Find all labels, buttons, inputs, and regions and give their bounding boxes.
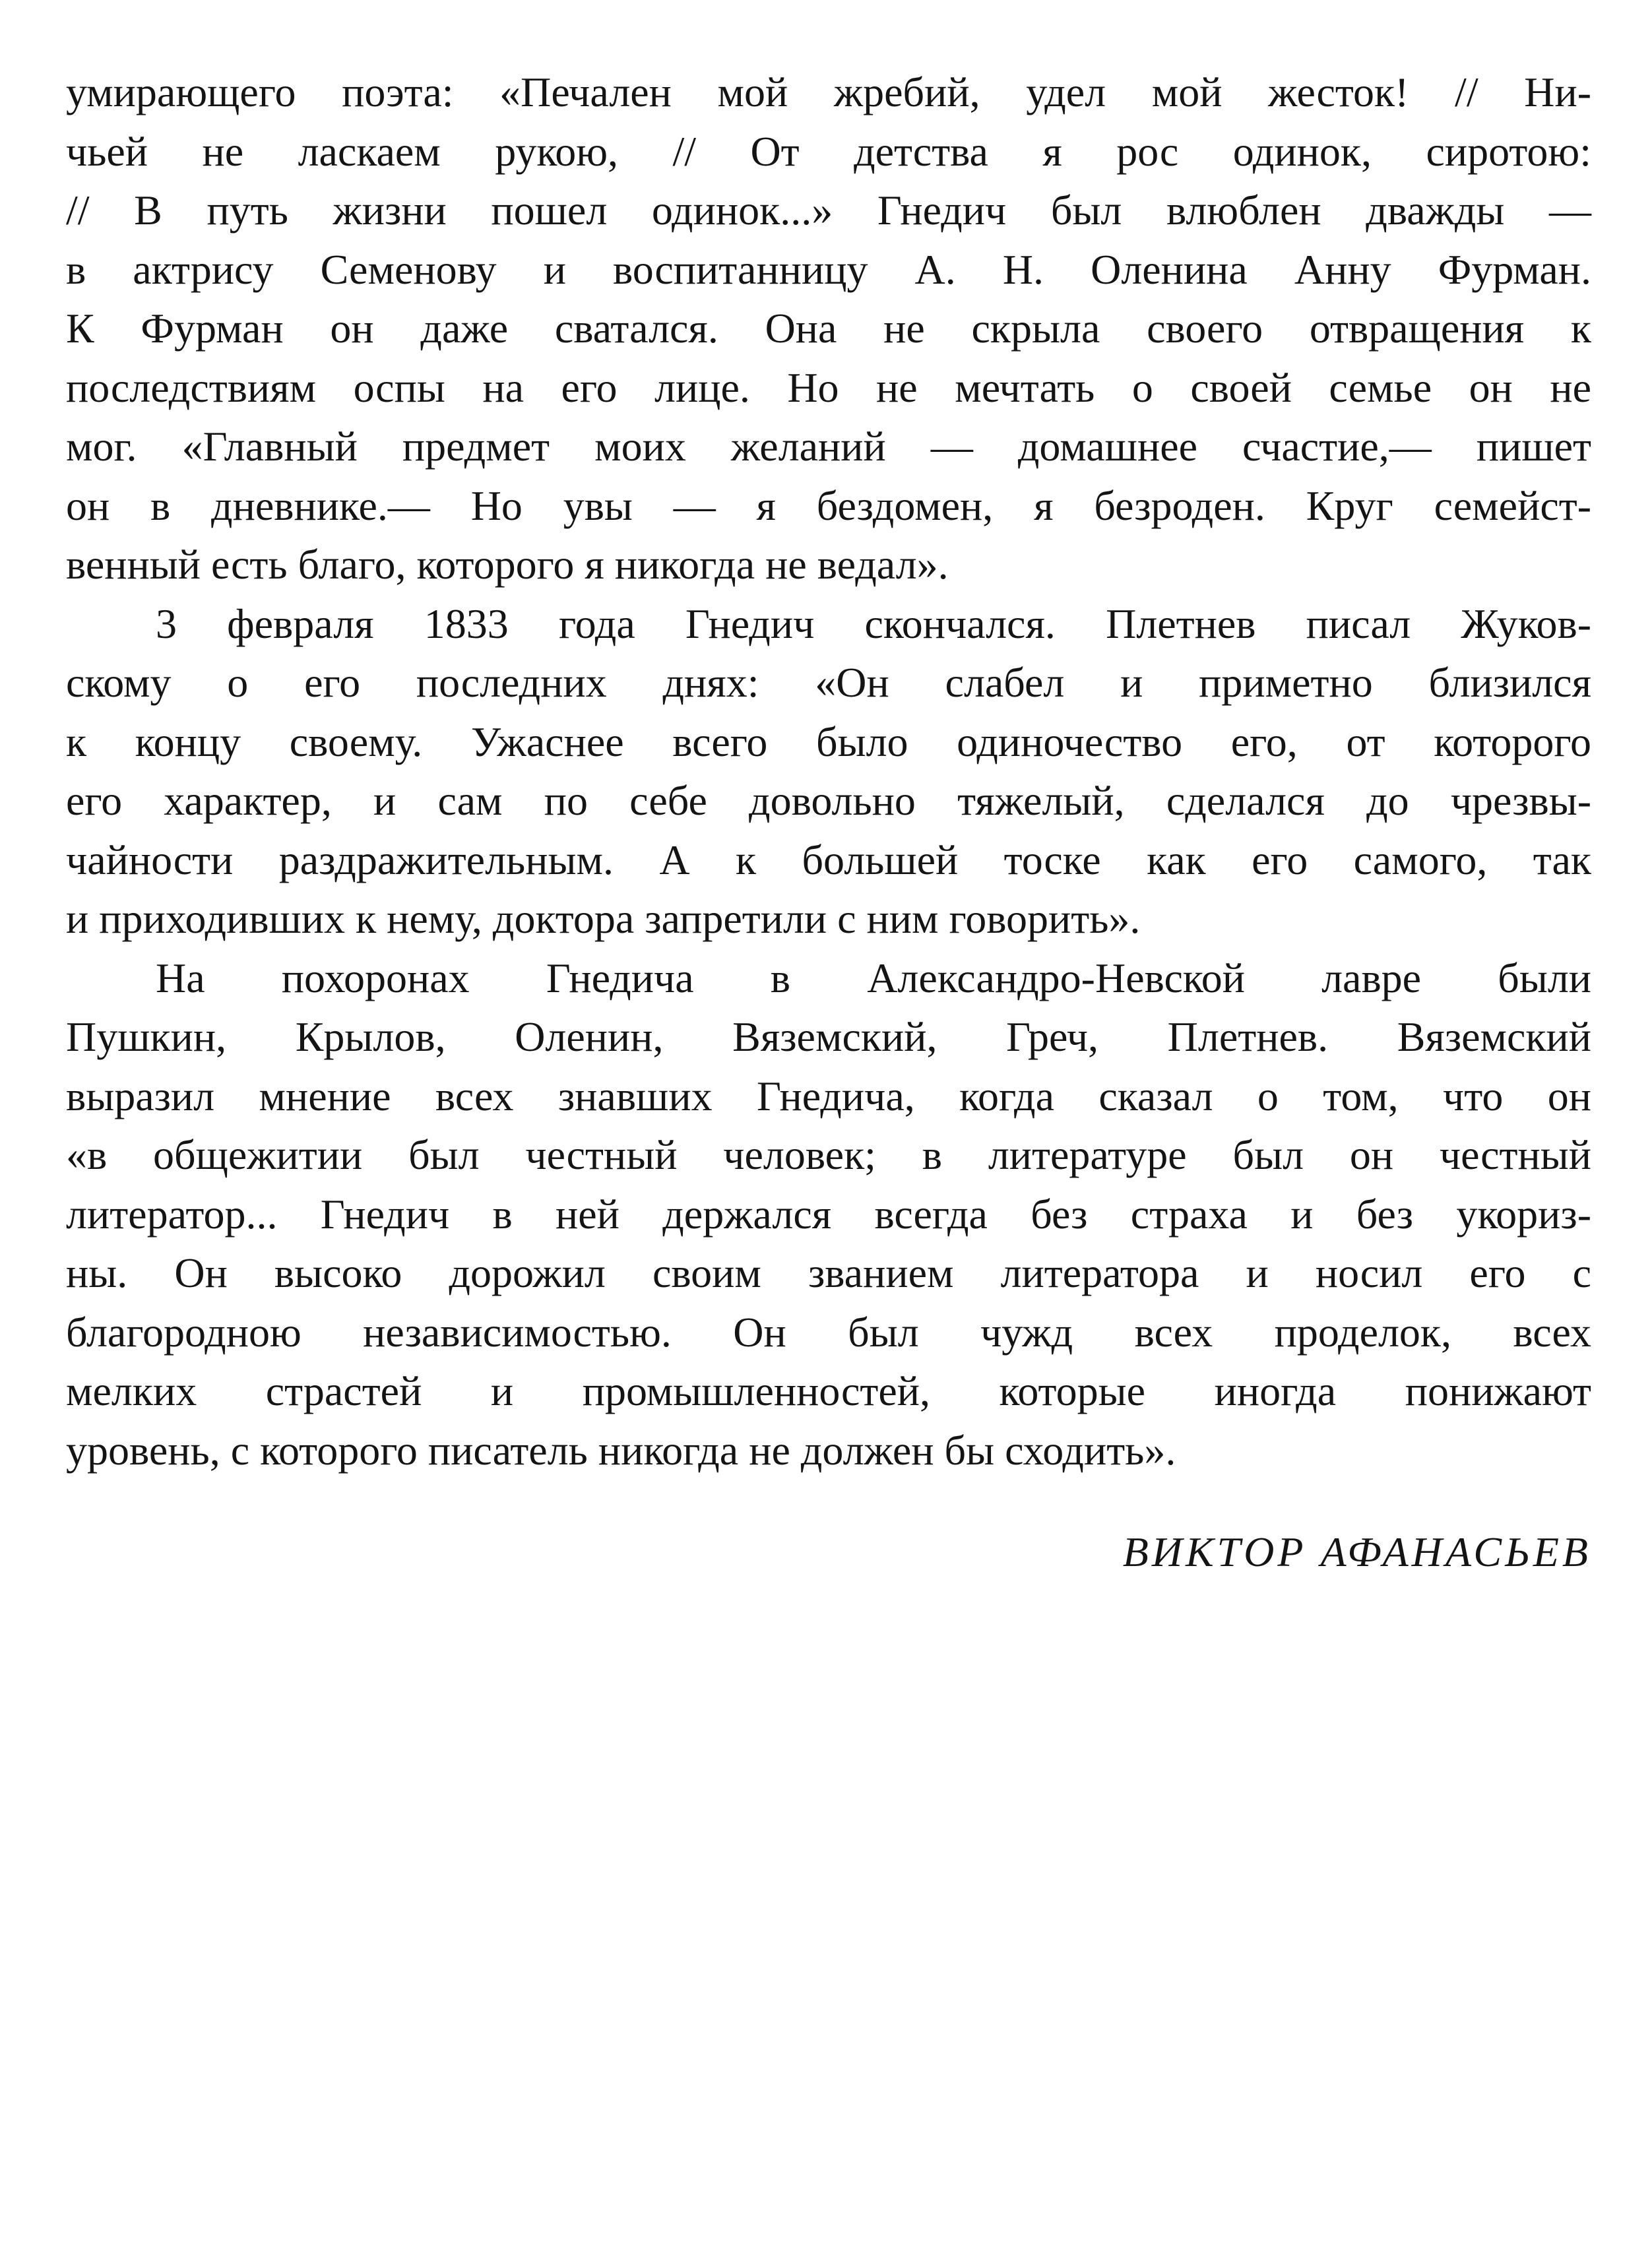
text-line: и приходивших к нему, доктора запретили с ним говорить».: [66, 895, 1141, 942]
body-text: [66, 63, 1591, 1480]
text-line: «в общежитии был честный человек; в литературе был он честный: [66, 1131, 1591, 1178]
text-line: он в дневнике.— Но увы — я бездомен, я безроден. Круг семейст-: [66, 482, 1591, 529]
text-line: ны. Он высоко дорожил своим званием литератора и носил его с: [66, 1249, 1591, 1296]
text-line: к концу своему. Ужаснее всего было одиночество его, от которого: [66, 718, 1591, 765]
text-line: в актрису Семенову и воспитанницу А. Н. Оленина Анну Фурман.: [66, 245, 1591, 293]
text-line: чайности раздражительным. А к большей тоске как его самого, так: [66, 836, 1591, 883]
text-line: венный есть благо, которого я никогда не ведал».: [66, 541, 949, 588]
text-line: литератор... Гнедич в ней держался всегда без страха и без укориз-: [66, 1190, 1591, 1238]
text-line: 3 февраля 1833 года Гнедич скончался. Плетнев писал Жуков-: [156, 600, 1591, 647]
text-line: На похоронах Гнедича в Александро-Невской лавре были: [156, 954, 1591, 1001]
text-line: благородною независимостью. Он был чужд всех проделок, всех: [66, 1308, 1591, 1356]
text-line: скому о его последних днях: «Он слабел и приметно близился: [66, 659, 1591, 706]
text-line: чьей не ласкаем рукою, // От детства я рос одинок, сиротою:: [66, 127, 1591, 175]
paragraph-1: [66, 63, 1591, 594]
paragraph-3: [66, 949, 1591, 1480]
text-line: мог. «Главный предмет моих желаний — домашнее счастие,— пишет: [66, 423, 1591, 470]
text-line: уровень, с которого писатель никогда не должен бы сходить».: [66, 1426, 1176, 1474]
text-line: К Фурман он даже сватался. Она не скрыла своего отвращения к: [66, 305, 1591, 352]
text-line: Пушкин, Крылов, Оленин, Вяземский, Греч, Плетнев. Вяземский: [66, 1013, 1591, 1060]
text-line: мелких страстей и промышленностей, которые иногда понижают: [66, 1367, 1591, 1414]
text-line: его характер, и сам по себе довольно тяжелый, сделался до чрезвы-: [66, 777, 1591, 824]
text-line: выразил мнение всех знавших Гнедича, когда сказал о том, что он: [66, 1072, 1591, 1119]
text-line: // В путь жизни пошел одинок...» Гнедич был влюблен дважды —: [66, 187, 1591, 234]
text-line: последствиям оспы на его лице. Но не мечтать о своей семье он не: [66, 363, 1591, 411]
author-signature: ВИКТОР АФАНАСЬЕВ: [1122, 1528, 1591, 1575]
paragraph-2: [66, 594, 1591, 949]
text-line: умирающего поэта: «Печален мой жребий, удел мой жесток! // Ни-: [66, 69, 1591, 115]
